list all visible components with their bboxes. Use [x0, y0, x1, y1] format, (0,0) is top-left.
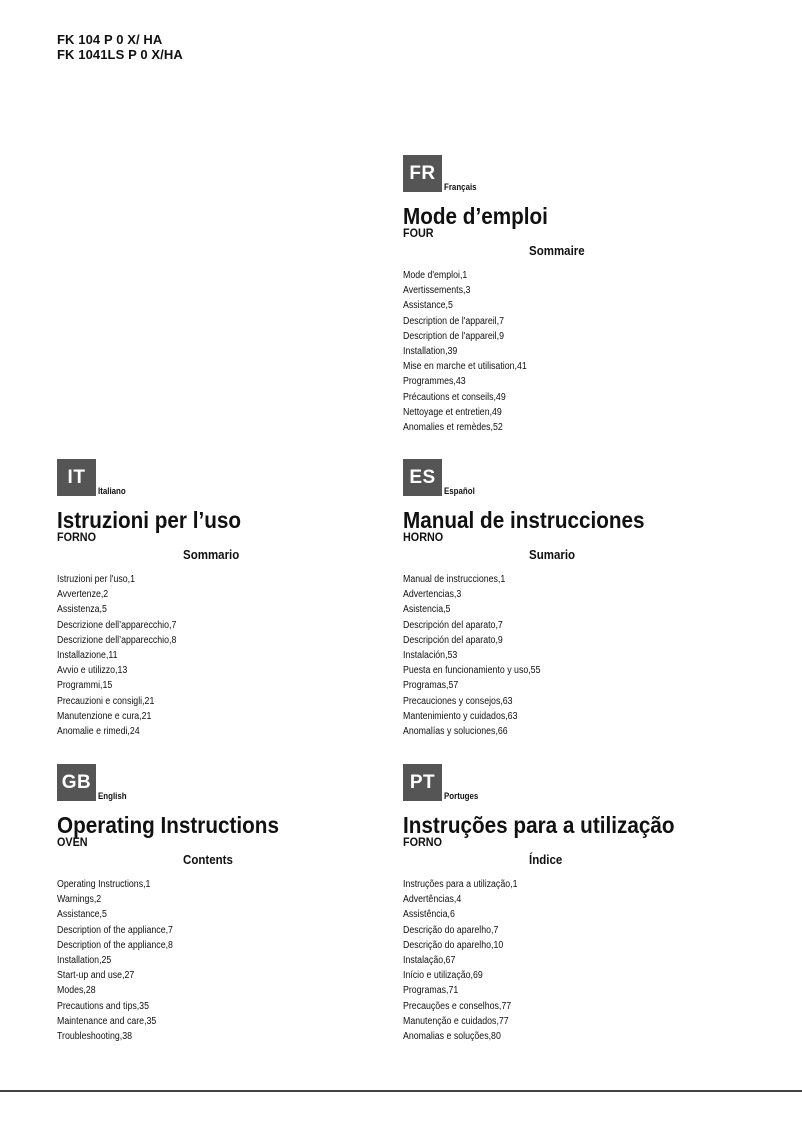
toc-item[interactable]: Programmi,15 — [57, 680, 113, 692]
section-title: Operating Instructions — [57, 812, 279, 838]
language-badge: IT — [57, 459, 96, 496]
language-badge: PT — [403, 764, 442, 801]
toc-item[interactable]: Istruzioni per l'uso,1 — [57, 574, 135, 585]
toc-item[interactable]: Programas,57 — [403, 680, 459, 692]
language-name: Español — [444, 486, 475, 496]
language-name: English — [98, 791, 127, 801]
toc-item[interactable]: Troubleshooting,38 — [57, 1031, 133, 1043]
toc-item[interactable]: Puesta en funcionamiento y uso,55 — [403, 665, 541, 677]
model-number: FK 104 P 0 X/ HA — [57, 32, 163, 47]
section-title: Manual de instrucciones — [403, 507, 645, 533]
toc-list — [403, 572, 743, 739]
language-name: Portuges — [444, 791, 479, 801]
toc-item[interactable]: Descrição do aparelho,10 — [403, 939, 504, 951]
language-name: Italiano — [98, 486, 126, 496]
toc-item[interactable]: Descrizione dell’apparecchio,7 — [57, 619, 177, 631]
toc-item[interactable]: Descrizione dell’apparecchio,8 — [57, 634, 177, 646]
toc-heading: Índice — [529, 853, 563, 867]
toc-item[interactable]: Avvio e utilizzo,13 — [57, 665, 128, 677]
section-subtitle: FORNO — [403, 835, 443, 849]
toc-item[interactable]: Instalação,67 — [403, 955, 456, 967]
toc-item[interactable]: Precauzioni e consigli,21 — [57, 695, 155, 707]
toc-item[interactable]: Installation,39 — [403, 346, 458, 358]
toc-item[interactable]: Start-up and use,27 — [57, 970, 135, 982]
toc-item[interactable]: Descrição do aparelho,7 — [403, 924, 499, 936]
toc-item[interactable]: Avertissements,3 — [403, 285, 471, 297]
toc-item[interactable]: Instalación,53 — [403, 650, 458, 662]
section-subtitle: FORNO — [57, 530, 97, 544]
section-italian — [57, 459, 397, 739]
toc-item[interactable]: Anomalías y soluciones,66 — [403, 726, 508, 738]
toc-item[interactable]: Description de l'appareil,9 — [403, 330, 504, 342]
toc-item[interactable]: Advertencias,3 — [403, 589, 462, 601]
toc-item[interactable]: Assistance,5 — [57, 909, 107, 921]
toc-item[interactable]: Descripción del aparato,7 — [403, 619, 503, 631]
toc-item[interactable]: Programmes,43 — [403, 376, 466, 388]
toc-item[interactable]: Anomalie e rimedi,24 — [57, 726, 140, 738]
language-badge: GB — [57, 764, 96, 801]
language-badge: ES — [403, 459, 442, 496]
toc-list — [403, 877, 743, 1044]
section-title: Istruzioni per l’uso — [57, 507, 242, 533]
toc-item[interactable]: Anomalias e soluções,80 — [403, 1031, 501, 1043]
toc-item[interactable]: Mode d'emploi,1 — [403, 270, 468, 281]
toc-item[interactable]: Installazione,11 — [57, 650, 118, 662]
toc-item[interactable]: Description of the appliance,8 — [57, 939, 173, 951]
toc-item[interactable]: Programas,71 — [403, 985, 459, 997]
toc-item[interactable]: Nettoyage et entretien,49 — [403, 406, 502, 418]
toc-item[interactable]: Manutenzione e cura,21 — [57, 710, 152, 722]
toc-item[interactable]: Instruções para a utilização,1 — [403, 879, 518, 890]
toc-item[interactable]: Operating Instructions,1 — [57, 879, 151, 890]
toc-item[interactable]: Início e utilização,69 — [403, 970, 483, 982]
toc-list — [403, 268, 743, 435]
section-subtitle: HORNO — [403, 530, 444, 544]
toc-item[interactable]: Descripción del aparato,9 — [403, 634, 503, 646]
toc-item[interactable]: Assistência,6 — [403, 909, 455, 921]
toc-heading: Sommaire — [529, 244, 585, 258]
toc-item[interactable]: Precautions and tips,35 — [57, 1000, 149, 1012]
toc-list — [57, 877, 397, 1044]
toc-list — [57, 572, 397, 739]
toc-item[interactable]: Description de l'appareil,7 — [403, 315, 504, 327]
toc-item[interactable]: Avvertenze,2 — [57, 589, 109, 601]
toc-item[interactable]: Anomalies et remèdes,52 — [403, 422, 503, 434]
section-spanish — [403, 459, 743, 739]
section-french — [403, 155, 743, 435]
toc-item[interactable]: Assistenza,5 — [57, 604, 107, 616]
section-subtitle: OVEN — [57, 835, 88, 849]
model-number: FK 1041LS P 0 X/HA — [57, 47, 183, 62]
toc-item[interactable]: Assistance,5 — [403, 300, 453, 312]
toc-item[interactable]: Maintenance and care,35 — [57, 1015, 157, 1027]
section-english — [57, 764, 397, 1044]
toc-item[interactable]: Advertências,4 — [403, 894, 462, 906]
toc-item[interactable]: Précautions et conseils,49 — [403, 391, 506, 403]
language-name: Français — [444, 182, 477, 192]
model-numbers — [57, 32, 183, 62]
toc-heading: Sommario — [183, 548, 240, 562]
toc-item[interactable]: Modes,28 — [57, 985, 96, 997]
toc-item[interactable]: Description of the appliance,7 — [57, 924, 173, 936]
toc-item[interactable]: Warnings,2 — [57, 894, 102, 906]
section-portuguese — [403, 764, 743, 1044]
section-title: Mode d’emploi — [403, 203, 548, 229]
section-title: Instruções para a utilização — [403, 812, 675, 838]
toc-item[interactable]: Precauciones y consejos,63 — [403, 695, 513, 707]
toc-item[interactable]: Asistencia,5 — [403, 604, 451, 616]
toc-heading: Contents — [183, 853, 233, 867]
toc-heading: Sumario — [529, 548, 576, 562]
toc-item[interactable]: Mise en marche et utilisation,41 — [403, 361, 527, 373]
toc-item[interactable]: Mantenimiento y cuidados,63 — [403, 710, 518, 722]
toc-item[interactable]: Installation,25 — [57, 955, 112, 967]
toc-item[interactable]: Manutenção e cuidados,77 — [403, 1015, 509, 1027]
footer-divider — [0, 1090, 802, 1092]
toc-item[interactable]: Manual de instrucciones,1 — [403, 574, 506, 585]
section-subtitle: FOUR — [403, 226, 434, 240]
toc-item[interactable]: Precauções e conselhos,77 — [403, 1000, 512, 1012]
language-badge: FR — [403, 155, 442, 192]
